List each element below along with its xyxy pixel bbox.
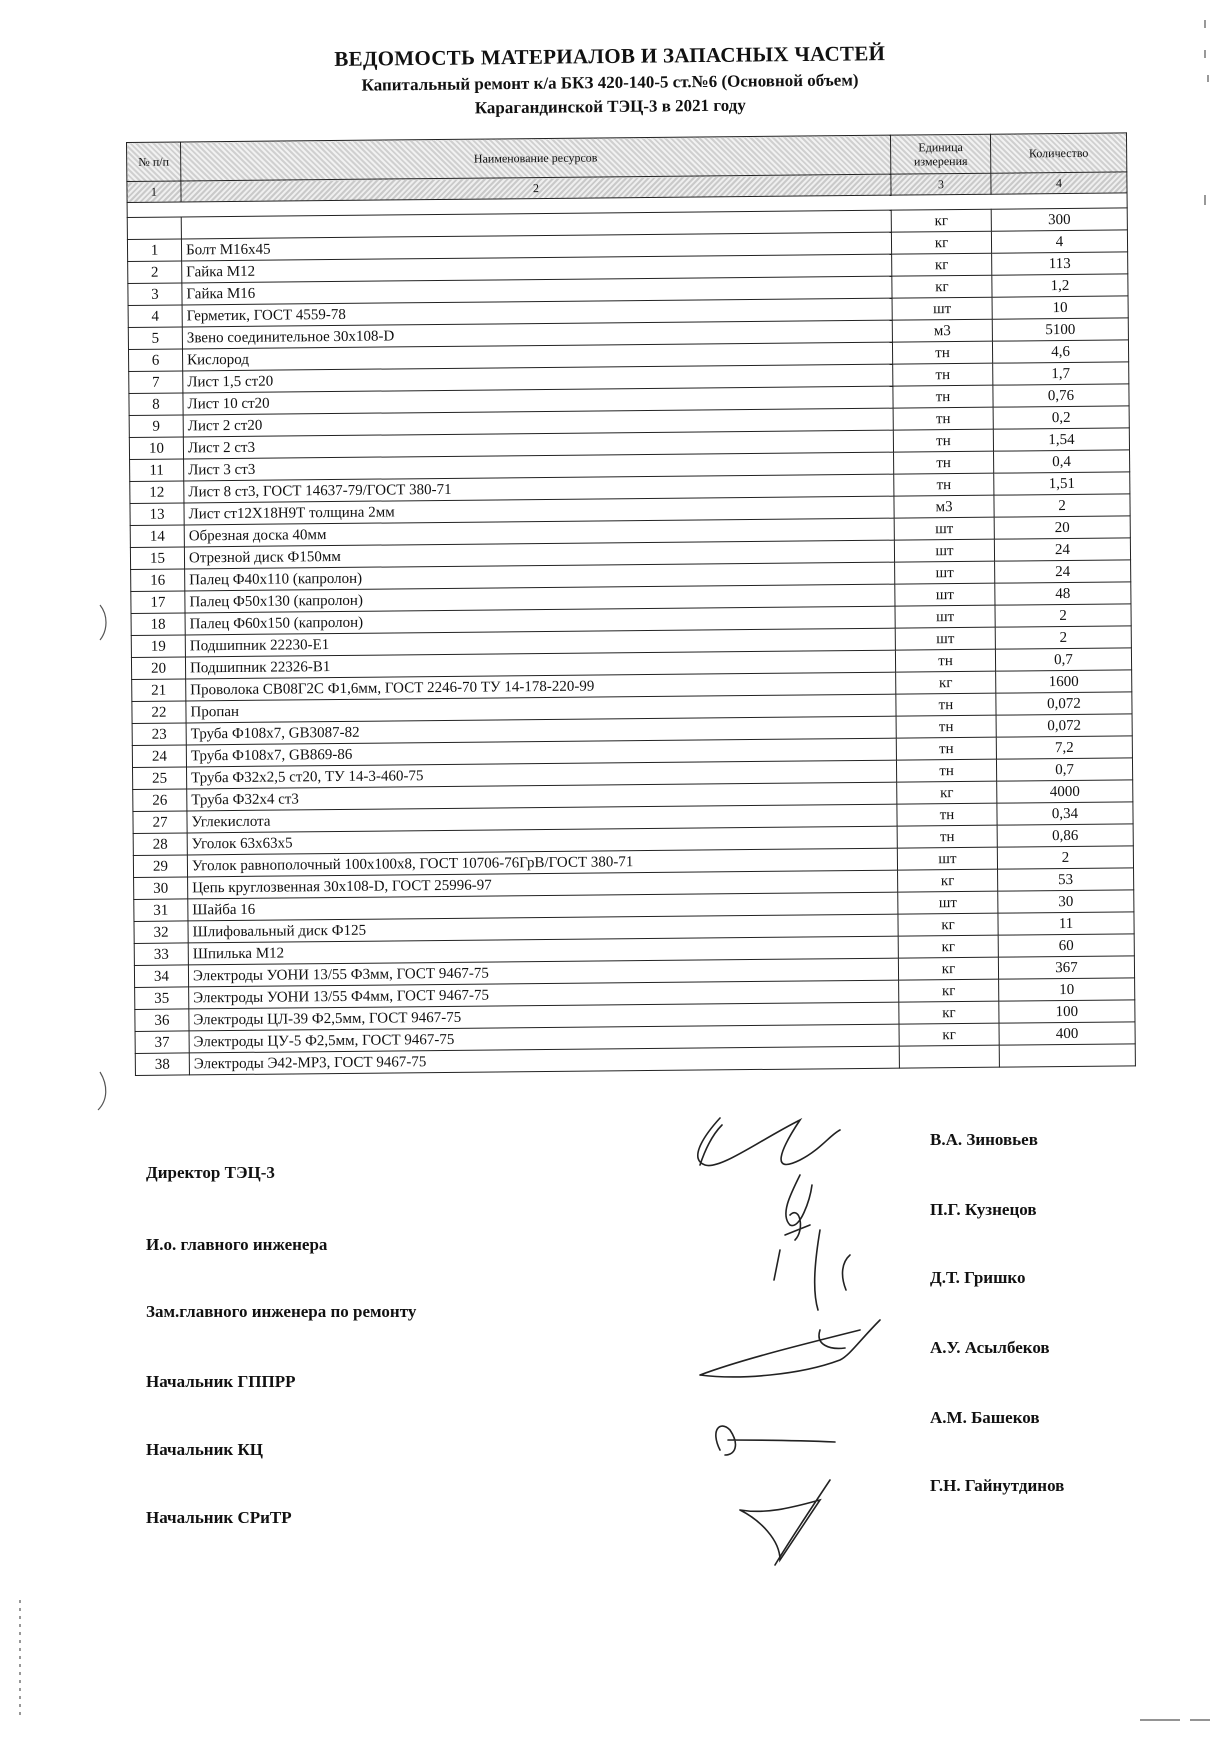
row-qty: 100	[999, 1000, 1135, 1023]
signatory-name: В.А. Зиновьев	[930, 1130, 1038, 1149]
row-number: 32	[134, 921, 188, 944]
signatory-name: П.Г. Кузнецов	[930, 1200, 1037, 1219]
row-name: Подшипник 22230-E1	[185, 628, 895, 657]
row-name: Шлифовальный диск Ф125	[188, 914, 898, 943]
row-unit: кг	[892, 275, 992, 298]
row-name: Болт М16х45	[181, 232, 891, 261]
row-name: Труба Ф32х2,5 ст20, ТУ 14-3-460-75	[187, 760, 897, 789]
column-header-name: Наименование ресурсов	[181, 135, 891, 181]
row-unit: кг	[898, 869, 998, 892]
row-number: 17	[131, 591, 185, 614]
row-unit: шт	[894, 517, 994, 540]
row-number: 1	[127, 239, 181, 262]
signatory-position: Начальник ГППРР	[146, 1372, 296, 1391]
row-name: Труба Ф108х7, GB869-86	[186, 738, 896, 767]
row-number: 15	[130, 547, 184, 570]
row-qty: 30	[998, 890, 1134, 913]
row-name: Электроды Э42-МР3, ГОСТ 9467-75	[189, 1046, 899, 1075]
row-name: Палец Ф40х110 (капролон)	[185, 562, 895, 591]
row-name: Лист ст12Х18Н9Т толщина 2мм	[184, 496, 894, 525]
row-name: Проволока СВ08Г2С Ф1,6мм, ГОСТ 2246-70 ТУ 14-178-220-99	[186, 672, 896, 701]
row-qty: 2	[994, 494, 1130, 517]
row-number: 33	[134, 943, 188, 966]
row-qty: 0,2	[993, 406, 1129, 429]
row-name: Шайба 16	[188, 892, 898, 921]
row-unit: м3	[894, 495, 994, 518]
row-number: 27	[133, 811, 187, 834]
row-unit: тн	[893, 407, 993, 430]
row-qty: 0,4	[994, 450, 1130, 473]
row-name: Электроды УОНИ 13/55 Ф4мм, ГОСТ 9467-75	[189, 980, 899, 1009]
row-qty: 0,072	[996, 692, 1132, 715]
row-number: 9	[129, 415, 183, 438]
row-number: 22	[132, 701, 186, 724]
signatory-position: Начальник СРиТР	[146, 1508, 292, 1527]
row-name: Пропан	[186, 694, 896, 723]
row-qty: 1,54	[993, 428, 1129, 451]
row-unit: тн	[893, 385, 993, 408]
row-number: 5	[128, 327, 182, 350]
row-unit: тн	[894, 473, 994, 496]
row-number: 29	[133, 855, 187, 878]
row-unit: шт	[894, 539, 994, 562]
row-name: Лист 10 ст20	[183, 386, 893, 415]
row-number: 12	[130, 481, 184, 504]
row-qty: 5100	[992, 318, 1128, 341]
row-qty: 0,86	[997, 824, 1133, 847]
row-unit: кг	[896, 671, 996, 694]
row-unit: кг	[897, 781, 997, 804]
column-index-name: 2	[181, 174, 891, 202]
row-name: Электроды ЦЛ-39 Ф2,5мм, ГОСТ 9467-75	[189, 1002, 899, 1031]
row-number: 30	[134, 877, 188, 900]
row-qty: 7,2	[996, 736, 1132, 759]
row-qty: 60	[998, 934, 1134, 957]
row-number: 19	[131, 635, 185, 658]
row-qty: 2	[995, 604, 1131, 627]
row-name: Лист 3 ст3	[184, 452, 894, 481]
row-qty: 1,2	[992, 274, 1128, 297]
row-unit: кг	[899, 1001, 999, 1024]
row-number: 37	[135, 1031, 189, 1054]
column-header-num: № п/п	[127, 142, 181, 182]
column-index-num: 1	[127, 181, 181, 203]
row-unit: кг	[898, 957, 998, 980]
row-qty: 10	[999, 978, 1135, 1001]
row-number: 26	[133, 789, 187, 812]
row-name: Подшипник 22326-В1	[185, 650, 895, 679]
row-unit: тн	[896, 759, 996, 782]
row-name: Уголок равнополочный 100х100х8, ГОСТ 10706-76ГрВ/ГОСТ 380-71	[187, 848, 897, 877]
row-name: Электроды УОНИ 13/55 Ф3мм, ГОСТ 9467-75	[188, 958, 898, 987]
row-qty: 0,76	[993, 384, 1129, 407]
row-name: Герметик, ГОСТ 4559-78	[182, 298, 892, 327]
row-name: Гайка М16	[182, 276, 892, 305]
row-name: Углекислота	[187, 804, 897, 833]
row-unit: кг	[898, 935, 998, 958]
row-unit: кг	[892, 253, 992, 276]
row-qty: 24	[995, 560, 1131, 583]
column-index-unit: 3	[891, 173, 991, 195]
row-number: 21	[132, 679, 186, 702]
row-name: Лист 8 ст3, ГОСТ 14637-79/ГОСТ 380-71	[184, 474, 894, 503]
row-unit: тн	[896, 693, 996, 716]
row-number: 35	[135, 987, 189, 1010]
row-unit: тн	[896, 737, 996, 760]
row-unit: тн	[892, 341, 992, 364]
row-name: Электроды ЦУ-5 Ф2,5мм, ГОСТ 9467-75	[189, 1024, 899, 1053]
signatory-name: А.М. Башеков	[930, 1408, 1040, 1427]
row-name: Лист 1,5 ст20	[183, 364, 893, 393]
row-qty: 1,7	[993, 362, 1129, 385]
row-qty: 0,7	[996, 758, 1132, 781]
row-number: 4	[128, 305, 182, 328]
column-header-unit: Единица измерения	[890, 134, 990, 174]
row-name: Цепь круглозвенная 30х108-D, ГОСТ 25996-97	[188, 870, 898, 899]
row-qty: 367	[998, 956, 1134, 979]
row-unit: тн	[895, 649, 995, 672]
row-qty: 300	[991, 208, 1127, 231]
row-name: Труба Ф108х7, GB3087-82	[186, 716, 896, 745]
row-name: Обрезная доска 40мм	[184, 518, 894, 547]
signatory-position: И.о. главного инженера	[146, 1235, 328, 1254]
row-number: 14	[130, 525, 184, 548]
row-unit: кг	[891, 231, 991, 254]
row-name: Отрезной диск Ф150мм	[184, 540, 894, 569]
signatory-name: А.У. Асылбеков	[930, 1338, 1050, 1357]
row-unit: кг	[891, 209, 991, 232]
row-qty: 4,6	[992, 340, 1128, 363]
row-unit: тн	[894, 451, 994, 474]
row-number: 23	[132, 723, 186, 746]
row-name: Звено соединительное 30х108-D	[182, 320, 892, 349]
document-subtitle: Капитальный ремонт к/а БКЗ 420-140-5 ст.№6 (Основной объем)	[361, 70, 859, 95]
row-qty: 4000	[997, 780, 1133, 803]
row-unit: шт	[895, 605, 995, 628]
row-number: 3	[128, 283, 182, 306]
row-unit: шт	[895, 627, 995, 650]
signatory-position: Начальник КЦ	[146, 1440, 263, 1459]
row-qty: 11	[998, 912, 1134, 935]
row-unit: кг	[899, 979, 999, 1002]
row-name: Труба Ф32х4 ст3	[187, 782, 897, 811]
row-unit: тн	[893, 363, 993, 386]
row-qty: 1,51	[994, 472, 1130, 495]
column-index-qty: 4	[991, 172, 1127, 194]
row-unit: шт	[895, 561, 995, 584]
document-subtitle-2: Карагандинской ТЭЦ-3 в 2021 году	[474, 95, 746, 118]
document-title: ВЕДОМОСТЬ МАТЕРИАЛОВ И ЗАПАСНЫХ ЧАСТЕЙ	[334, 41, 886, 71]
row-unit: шт	[895, 583, 995, 606]
row-qty: 48	[995, 582, 1131, 605]
row-number: 10	[129, 437, 183, 460]
row-unit: тн	[897, 825, 997, 848]
row-name: Палец Ф50х130 (капролон)	[185, 584, 895, 613]
row-name: Лист 2 ст20	[183, 408, 893, 437]
row-number: 16	[131, 569, 185, 592]
row-name: Кислород	[182, 342, 892, 371]
row-number: 24	[132, 745, 186, 768]
row-qty: 0,072	[996, 714, 1132, 737]
row-number: 34	[134, 965, 188, 988]
row-unit: тн	[896, 715, 996, 738]
row-qty: 4	[991, 230, 1127, 253]
column-header-qty: Количество	[990, 133, 1126, 173]
row-qty: 10	[992, 296, 1128, 319]
row-qty: 2	[995, 626, 1131, 649]
row-unit: шт	[892, 297, 992, 320]
row-qty: 1600	[996, 670, 1132, 693]
row-number: 6	[128, 349, 182, 372]
row-qty: 53	[998, 868, 1134, 891]
row-number: 7	[129, 371, 183, 394]
row-name: Шпилька М12	[188, 936, 898, 965]
row-unit: тн	[893, 429, 993, 452]
row-number: 38	[135, 1053, 189, 1076]
row-unit: м3	[892, 319, 992, 342]
signatory-position: Директор ТЭЦ-3	[146, 1163, 275, 1182]
row-qty: 0,7	[995, 648, 1131, 671]
signatory-name: Г.Н. Гайнутдинов	[930, 1476, 1065, 1495]
row-number: 13	[130, 503, 184, 526]
row-number: 18	[131, 613, 185, 636]
row-qty: 113	[992, 252, 1128, 275]
row-number: 28	[133, 833, 187, 856]
signatory-name: Д.Т. Гришко	[930, 1268, 1026, 1287]
row-number: 25	[133, 767, 187, 790]
row-name: Лист 2 ст3	[183, 430, 893, 459]
row-unit: шт	[898, 891, 998, 914]
row-unit: тн	[897, 803, 997, 826]
row-qty: 2	[997, 846, 1133, 869]
row-unit: кг	[899, 1023, 999, 1046]
row-number: 8	[129, 393, 183, 416]
row-qty: 24	[994, 538, 1130, 561]
row-unit: шт	[897, 847, 997, 870]
row-qty: 20	[994, 516, 1130, 539]
row-name: Палец Ф60х150 (капролон)	[185, 606, 895, 635]
row-name: Гайка М12	[182, 254, 892, 283]
row-qty: 400	[999, 1022, 1135, 1045]
signatory-position: Зам.главного инженера по ремонту	[146, 1302, 417, 1321]
row-unit: кг	[898, 913, 998, 936]
row-qty: 0,34	[997, 802, 1133, 825]
row-number: 2	[128, 261, 182, 284]
row-number: 36	[135, 1009, 189, 1032]
row-number: 20	[131, 657, 185, 680]
row-number: 11	[130, 459, 184, 482]
row-number: 31	[134, 899, 188, 922]
row-name: Уголок 63х63х5	[187, 826, 897, 855]
